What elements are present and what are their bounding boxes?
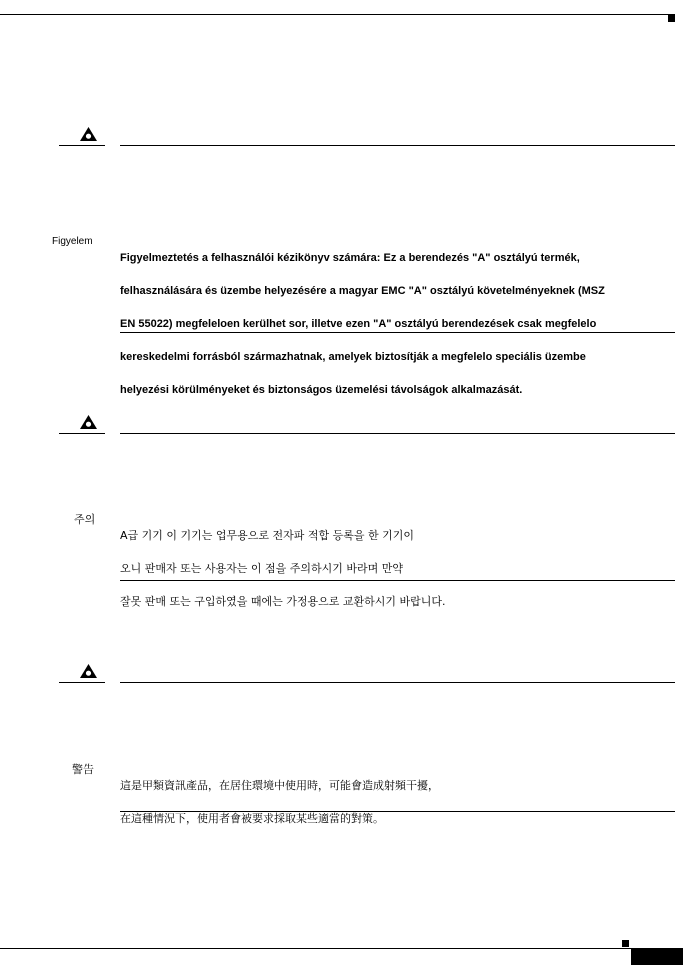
- warning-text: [120, 761, 680, 844]
- section-bottom-rule: [120, 811, 675, 812]
- icon-rule: [59, 682, 105, 683]
- header-rule: [0, 14, 675, 15]
- warning-line: EN 55022) megfeleloen kerülhet sor, illetve ezen "A" osztályú berendezések csak megfelelo: [120, 317, 597, 330]
- warning-line: helyezési körülményeket és biztonságos üzemelési távolságok alkalmazását.: [120, 384, 523, 397]
- section-top-rule: [120, 682, 675, 683]
- warning-line: felhasználására és üzembe helyezésére a magyar EMC "A" osztályú követelményeknek (MSZ: [120, 284, 605, 297]
- warning-triangle-icon: [79, 663, 98, 679]
- header-marker: [668, 15, 675, 22]
- warning-line: Figyelmeztetés a felhasználói kézikönyv számára: Ez a berendezés "A" osztályú termék,: [120, 251, 580, 264]
- warning-line: 這是甲類資訊產品，在居住環境中使用時，可能會造成射頻干擾，: [120, 778, 439, 792]
- warning-label: Figyelem: [52, 236, 93, 247]
- warning-triangle-icon: [79, 414, 98, 430]
- footer-tab: [631, 948, 683, 965]
- warning-text: [120, 233, 680, 416]
- warning-line: A급 기기 이 기기는 업무용으로 전자파 적합 등록을 한 기기이: [120, 528, 415, 542]
- icon-rule: [59, 145, 105, 146]
- footer-rule: [0, 948, 640, 949]
- warning-line: 오니 판매자 또는 사용자는 이 점을 주의하시기 바라며 만약: [120, 561, 403, 575]
- warning-line: 在這種情況下，使用者會被要求採取某些適當的對策。: [120, 811, 384, 825]
- section-top-rule: [120, 145, 675, 146]
- warning-triangle-icon: [79, 126, 98, 142]
- warning-line: kereskedelmi forrásból származhatnak, amelyek biztosítják a megfelelo speciális üzembe: [120, 351, 586, 364]
- section-bottom-rule: [120, 580, 675, 581]
- warning-line: 잘못 판매 또는 구입하였을 때에는 가정용으로 교환하시기 바랍니다.: [120, 594, 446, 608]
- warning-text: [120, 511, 680, 627]
- warning-label: 주의: [74, 513, 96, 526]
- icon-rule: [59, 433, 105, 434]
- section-bottom-rule: [120, 332, 675, 333]
- footer-marker: [622, 940, 629, 947]
- section-top-rule: [120, 433, 675, 434]
- warning-label: 警告: [72, 763, 94, 776]
